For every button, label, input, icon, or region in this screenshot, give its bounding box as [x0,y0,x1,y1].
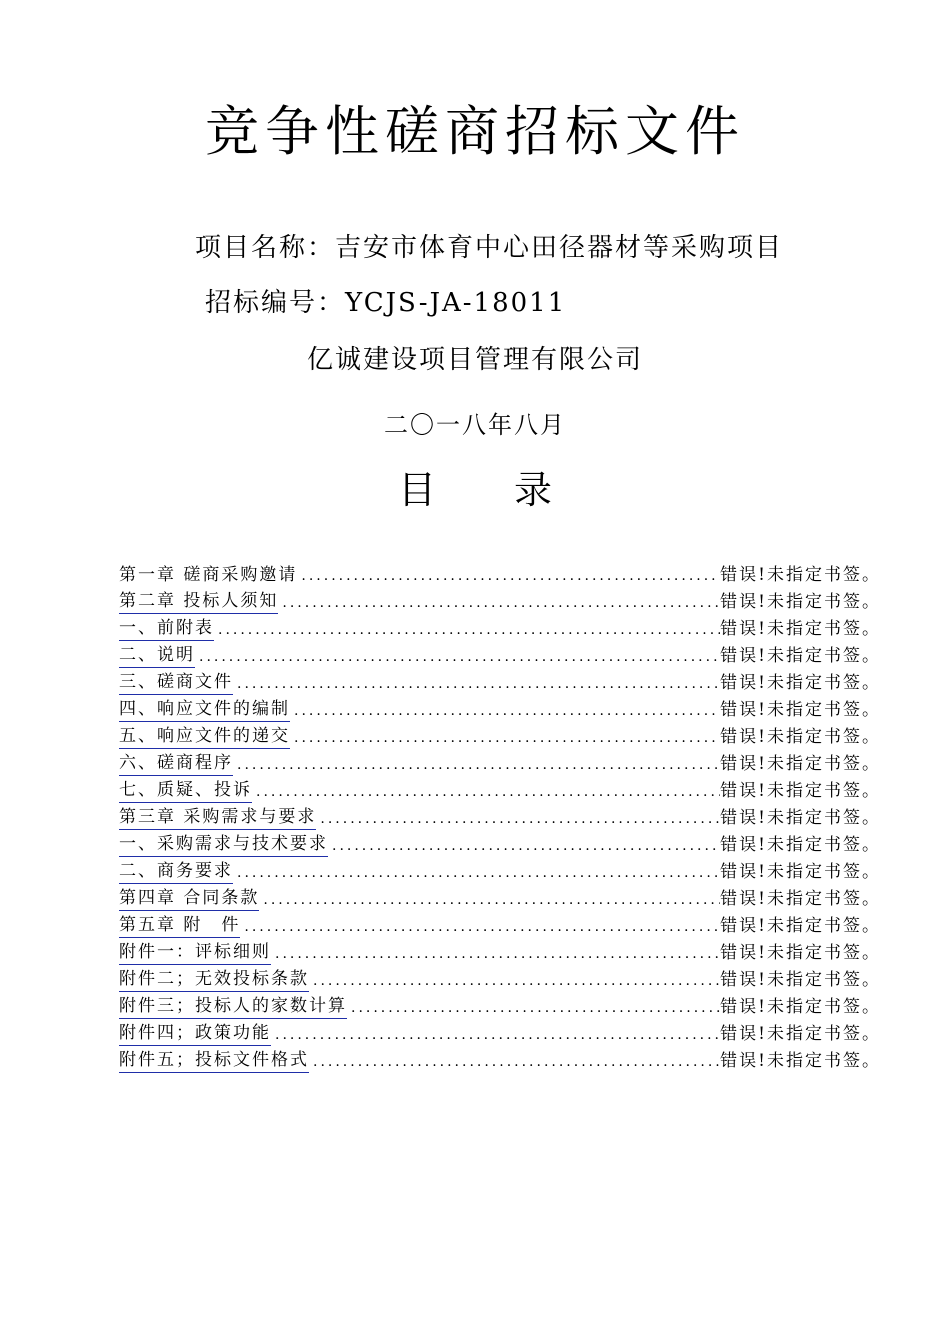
toc-entry-label[interactable]: 附件一：评标细则 [119,940,271,965]
toc-entry-page: 错误!未指定书签。 [720,565,881,585]
toc-entry[interactable] [119,1046,881,1073]
toc-entry-page: 错误!未指定书签。 [720,916,881,936]
toc-entry-label[interactable]: 附件三；投标人的家数计算 [119,994,347,1019]
toc-entry[interactable] [119,911,881,938]
toc-entry[interactable] [119,857,881,884]
toc-entry-label[interactable]: 第三章 采购需求与要求 [119,805,316,830]
toc-entry-page: 错误!未指定书签。 [720,835,881,855]
toc-entry[interactable] [119,803,881,830]
toc-entry[interactable] [119,695,881,722]
bid-number: 招标编号：YCJS-JA-18011 [205,288,567,318]
toc-entry-label[interactable]: 二、商务要求 [119,859,233,884]
toc-entry-page: 错误!未指定书签。 [720,646,881,666]
toc-entry-label[interactable]: 附件二；无效投标条款 [119,967,309,992]
toc-entry[interactable] [119,614,881,641]
toc-entry-page: 错误!未指定书签。 [720,727,881,747]
toc-entry-page: 错误!未指定书签。 [720,1024,881,1044]
toc-entry[interactable] [119,884,881,911]
toc-entry-page: 错误!未指定书签。 [720,619,881,639]
toc-entry-page: 错误!未指定书签。 [720,1051,881,1071]
company-name: 亿诚建设项目管理有限公司 [306,345,643,375]
toc-entry-label[interactable]: 第四章 合同条款 [119,886,259,911]
toc-entry[interactable] [119,1019,881,1046]
toc-entry-label[interactable]: 二、说明 [119,643,195,668]
toc-entry[interactable] [119,587,881,614]
toc-entry-page: 错误!未指定书签。 [720,673,881,693]
toc-title-right: 录 [514,468,553,512]
toc-leader-dots [271,943,720,965]
toc-leader-dots [309,1051,720,1073]
table-of-contents [119,560,881,1073]
toc-entry[interactable] [119,992,881,1019]
toc-leader-dots [290,727,720,749]
toc-entry[interactable] [119,776,881,803]
toc-entry-label[interactable]: 三、磋商文件 [119,670,233,695]
toc-entry[interactable] [119,938,881,965]
toc-entry-label[interactable]: 一、采购需求与技术要求 [119,832,328,857]
toc-entry-page: 错误!未指定书签。 [720,970,881,990]
toc-entry[interactable] [119,668,881,695]
toc-leader-dots [233,754,720,776]
toc-leader-dots [214,619,720,641]
toc-entry[interactable] [119,749,881,776]
toc-entry-label[interactable]: 一、前附表 [119,616,214,641]
toc-leader-dots [252,781,720,803]
toc-entry-page: 错误!未指定书签。 [720,781,881,801]
toc-leader-dots [195,646,720,668]
toc-leader-dots [233,862,720,884]
toc-entry-label[interactable]: 第二章 投标人须知 [119,589,278,614]
toc-leader-dots [290,700,720,722]
toc-entry[interactable] [119,965,881,992]
toc-entry-page: 错误!未指定书签。 [720,997,881,1017]
toc-entry-label[interactable]: 第五章 附 件 [119,913,240,938]
toc-entry-label[interactable]: 七、质疑、投诉 [119,778,252,803]
project-name: 项目名称：吉安市体育中心田径器材等采购项目 [195,233,784,263]
toc-entry[interactable] [119,830,881,857]
toc-entry-label[interactable]: 附件四；政策功能 [119,1021,271,1046]
toc-entry-label[interactable]: 附件五；投标文件格式 [119,1048,309,1073]
toc-entry-page: 错误!未指定书签。 [720,943,881,963]
document-date: 二〇一八年八月 [384,411,566,439]
toc-title [0,462,950,518]
toc-entry-label[interactable]: 五、响应文件的递交 [119,724,290,749]
toc-entry-page: 错误!未指定书签。 [720,808,881,828]
toc-entry-page: 错误!未指定书签。 [720,592,881,612]
toc-entry-page: 错误!未指定书签。 [720,754,881,774]
toc-leader-dots [309,970,720,992]
toc-entry-page: 错误!未指定书签。 [720,700,881,720]
toc-entry-page: 错误!未指定书签。 [720,889,881,909]
toc-leader-dots [240,916,720,938]
toc-entry-page: 错误!未指定书签。 [720,862,881,882]
toc-entry[interactable] [119,560,881,587]
toc-entry[interactable] [119,641,881,668]
toc-leader-dots [278,592,720,614]
toc-leader-dots [328,835,720,857]
toc-entry[interactable] [119,722,881,749]
toc-entry-label[interactable]: 第一章 磋商采购邀请 [119,565,298,585]
toc-entry-label[interactable]: 六、磋商程序 [119,751,233,776]
toc-leader-dots [271,1024,720,1046]
toc-entry-label[interactable]: 四、响应文件的编制 [119,697,290,722]
toc-leader-dots [347,997,720,1019]
toc-leader-dots [297,565,720,587]
toc-title-left: 目 [397,468,436,512]
toc-leader-dots [316,808,720,830]
toc-leader-dots [259,889,720,911]
document-title: 竞争性磋商招标文件 [205,100,745,163]
toc-leader-dots [233,673,720,695]
